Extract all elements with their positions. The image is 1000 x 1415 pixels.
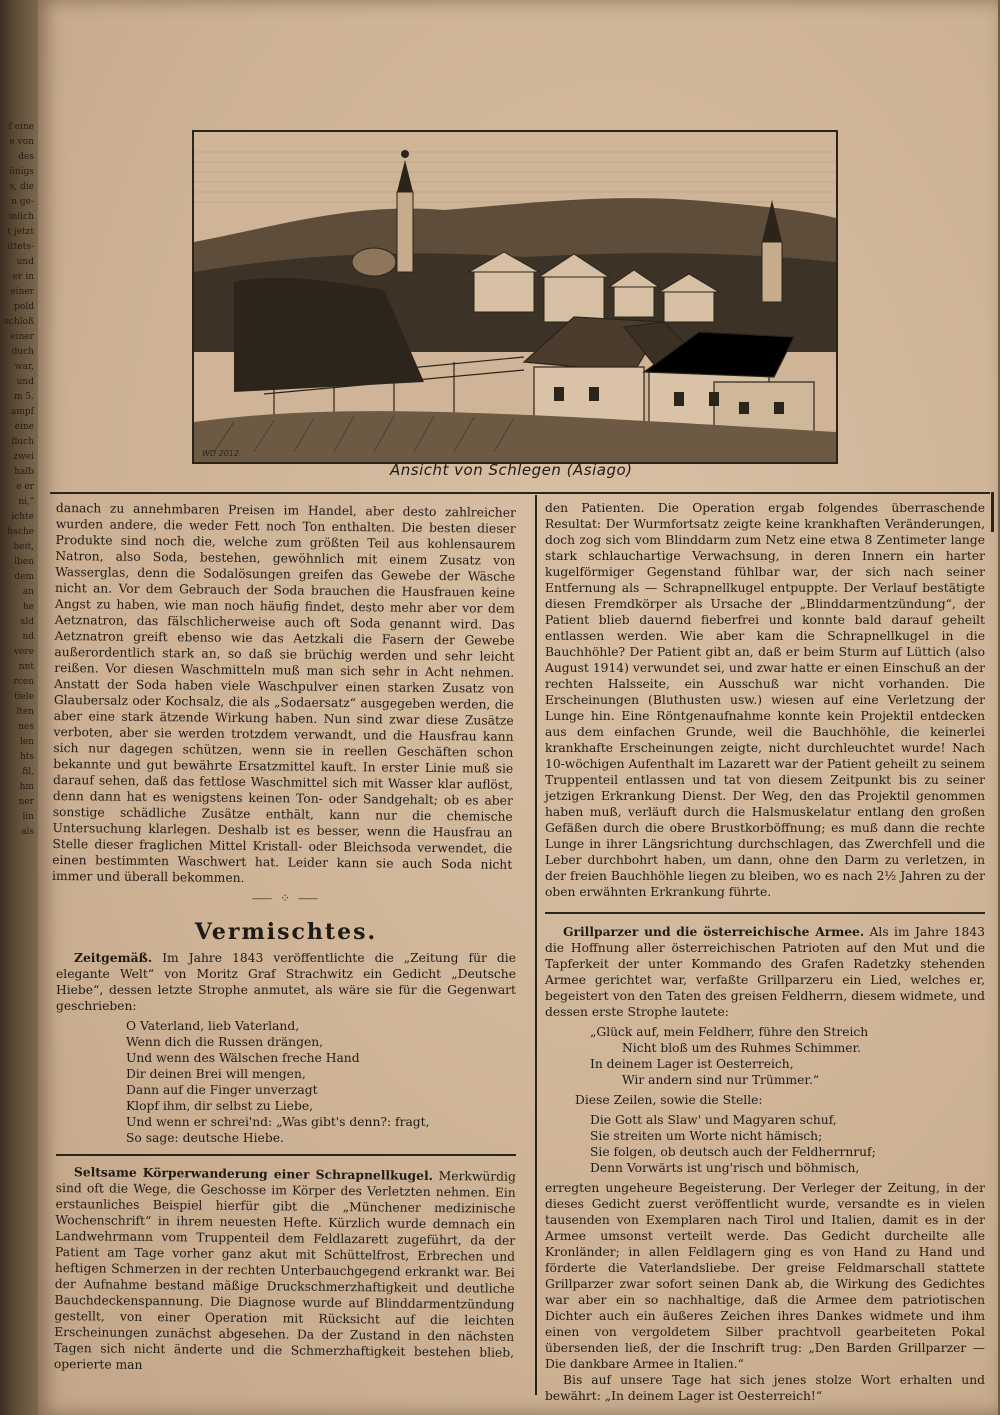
poem-line: Nicht bloß um des Ruhmes Schimmer. bbox=[622, 1041, 861, 1055]
section-title: Vermischtes. bbox=[194, 919, 378, 945]
poem-line: Und wenn er schrei'nd: „Was gibt's denn?: fragt, bbox=[126, 1115, 430, 1129]
poem-line: Sie streiten um Worte nicht hämisch; bbox=[590, 1129, 823, 1143]
poem-line: Wenn dich die Russen drängen, bbox=[126, 1035, 324, 1049]
poem-line: „Glück auf, mein Feldherr, führe den Streich bbox=[590, 1025, 869, 1039]
soda-article-text: danach zu annehmbaren Preisen im Handel, aber desto zahlreicher wurden andere, die weder Fett noch Ton enthalten. Die besten dieser Produkte sind noch die, welche zum größten Teil aus kohlensaurem Natron, also Soda, bestehen, gewöhnlich mit einem Zusatz von Wasserglas, denn die Sodalösungen greifen das Gewebe der Wäsche nicht an. Vor dem Gebrauch der Soda brauchen die Hausfrauen keine Angst zu haben, wie man noch häufig findet, desto mehr aber vor dem Aetznatron, das fälschlicherweise auch oft Soda genannt wird. Das Aetznatron greift ebenso wie das Aetzkali die Fasern der Gewebe außerordentlich stark an, so daß sie brüchig werden und sehr leicht reißen. Vor diesen Waschmitteln muß man sich sehr in Acht nehmen. Anstatt der Soda haben viele Waschpulver einen starken Zusatz von Glaubersalz oder Kochsalz, die als „Sodaersatz“ ausgegeben werden, die aber eine stark ätzende Wirkung haben. Nun sind zwar diese Zusätze verboten, aber sie werden trotzdem verwandt, und die Hausfrau kann sich nur dagegen schützen, wenn sie in reellen Geschäften schon bekannte und gut bewährte Ersatzmittel kauft. In erster Linie muß sie darauf sehen, daß das fettlose Waschmittel sich mit Wasser klar auflöst, denn dann hat es wenigstens keinen Ton- oder Sandgehalt; ob es aber sonstige schädliche Zusätze enthält, kann nur die chemische Untersuchung klarlegen. Deshalb ist es besser, wenn die Hausfrau an Stelle dieser fraglichen Mittel Kristall- oder Bleichsoda verwendet, die einen bestimmten Waschwert hat. Leider kann sie auch Soda nicht immer und überall bekommen. bbox=[51, 500, 516, 885]
schrapnell-title: Seltsame Körperwanderung einer Schrapnellkugel. bbox=[73, 1164, 434, 1183]
poem-line: In deinem Lager ist Oesterreich, bbox=[590, 1057, 794, 1071]
illustration-caption: Ansicht von Schlegen (Asiago) bbox=[390, 461, 633, 479]
book-binding bbox=[0, 0, 38, 1415]
zeitgemaess-text: Im Jahre 1843 veröffentlichte die „Zeitung für die elegante Welt“ von Moritz Graf Strachwitz ein Gedicht „Deutsche Hiebe“, dessen letzte Strophe anmutet, als wäre sie für die Gegenwart geschrieben: bbox=[56, 951, 516, 1013]
poem-line: Dann auf die Finger unverzagt bbox=[126, 1083, 318, 1097]
poem-line: Dir deinen Brei will mengen, bbox=[126, 1067, 306, 1081]
poem-line: Sie folgen, ob deutsch auch der Feldherrnruf; bbox=[590, 1145, 876, 1159]
right-column bbox=[545, 500, 985, 1404]
grillparzer-text-2: erregten ungeheure Begeisterung. Der Verleger der Zeitung, in der dieses Gedicht zuerst veröffentlicht wurde, versandte es in vielen tausenden von Exemplaren nach Tirol und Italien, damit es in der Armee umsonst verteilt werde. Das Gedicht durcheilte alle Kronländer; in allen Feldlagern ging es von Hand zu Hand und förderte die Vaterlandsliebe. Der greise Feldmarschall stattete Grillparzer zwar sofort seinen Dank ab, die Wirkung des Gedichtes war aber ein so nachhaltige, daß die Armee dem patriotischen Dichter auch ein äußeres Zeichen ihres Dankes widmete und ihm einen von vergoldetem Silber prachtvoll gearbeiteten Pokal übersenden ließ, der die Inschrift trug: „Den Barden Grillparzer — Die dankbare Armee in Italien.“ bbox=[545, 1181, 985, 1371]
margin-mark bbox=[991, 492, 994, 532]
left-column bbox=[51, 500, 516, 1372]
schrapnell-text: Merkwürdig sind oft die Wege, die Geschosse im Körper des Verletzten nehmen. Ein erstaunliches Beispiel hierfür gibt die „Münchener medizinische Wochenschrift“ in ihrem neuesten Hefte. Kürzlich wurde demnach ein Landwehrmann vom Truppenteil dem Feldlazarett zugeführt, da der Patient am Tage vorher ganz akut mit Schüttelfrost, Erbrechen und heftigen Schmerzen in der rechten Unterbauchgegend erkrankt war. Bei der Aufnahme bestand mäßige Druckschmerzhaftigkeit und deutliche Bauchdeckenspannung. Die Diagnose wurde auf Blinddarmentzündung gestellt, von einer Operation mit Rücksicht auf die leichten Erscheinungen zunächst abgesehen. Da der Zustand in den nächsten Tagen sich nicht änderte und die Schmerzhaftigkeit bestehen blieb, operierte man bbox=[53, 1169, 516, 1372]
poem-line: Wir andern sind nur Trümmer.“ bbox=[622, 1073, 820, 1087]
illustration-asiago bbox=[192, 130, 838, 464]
strachwitz-poem bbox=[126, 1018, 516, 1146]
section-ornament: ⸺ ⁘ ⸺ bbox=[251, 891, 321, 905]
engraver-signature: WD 2012. bbox=[202, 449, 242, 458]
poem-line: O Vaterland, lieb Vaterland, bbox=[126, 1019, 300, 1033]
schrapnell-paragraph bbox=[54, 1164, 516, 1377]
article-separator bbox=[545, 912, 985, 914]
article-separator bbox=[56, 1154, 516, 1156]
grillparzer-poem-1 bbox=[590, 1024, 985, 1088]
horizontal-rule bbox=[50, 492, 990, 494]
adjacent-page-fragments: f eine e von des önigs s, die n ge- inlich t jetzt ittets- und er in einer pold schloß einer duch war, und m 5. ampf eine fluch zwei halb e er ni," ichte hsche beit, lben dem an he ald nd vere nnt rcen tiele lten nes len hts fil, hm ner lin als bbox=[4, 122, 34, 837]
poem-line: Und wenn des Wälschen freche Hand bbox=[126, 1051, 360, 1065]
poem-line: So sage: deutsche Hiebe. bbox=[126, 1131, 284, 1145]
poem-intro: Diese Zeilen, sowie die Stelle: bbox=[575, 1093, 763, 1107]
zeitgemaess-paragraph bbox=[56, 950, 516, 1014]
poem-line: Die Gott als Slaw' und Magyaren schuf, bbox=[590, 1113, 837, 1127]
grillparzer-paragraph bbox=[545, 924, 985, 1020]
landscape-engraving bbox=[194, 132, 836, 462]
grillparzer-title: Grillparzer und die österreichische Armee. bbox=[563, 924, 865, 939]
poem-line: Denn Vorwärts ist ung'risch und böhmisch, bbox=[590, 1161, 860, 1175]
grillparzer-text: Als im Jahre 1843 die Hoffnung aller österreichischen Patrioten auf den Mut und die Tapferkeit der unter Kommando des Grafen Radetzky stehenden Armee gerichtet war, verfaßte Grillparzeru ein Lied, welches er, begeistert von den Taten des greisen Feldherrn, diesem widmete, und dessen erste Strophe lautete: bbox=[545, 925, 985, 1019]
grillparzer-text-3: Bis auf unsere Tage hat sich jenes stolze Wort erhalten und bewährt: „In deinem Lager ist Oesterreich!“ bbox=[545, 1373, 985, 1403]
newspaper-page bbox=[38, 0, 998, 1415]
zeitgemaess-title: Zeitgemäß. bbox=[74, 950, 153, 965]
schrapnell-continued: den Patienten. Die Operation ergab folgendes überraschende Resultat: Der Wurmfortsatz zeigte keine krankhaften Veränderungen, doch zog sich vom Blinddarm zum Netz eine etwa 8 Zentimeter lange stark schlauchartige Verwachsung, in deren Innern ein harter kugelförmiger Gegenstand fühlbar war, der sich nach seiner Entfernung als — Schrapnellkugel entpuppte. Der Verlauf bestätigte diesen Fremdkörper als Ursache der „Blinddarmentzündung“, der Patient blieb dauernd fieberfrei und konnte bald darauf geheilt entlassen werden. Wie aber kam die Schrapnellkugel in die Bauchhöhle? Der Patient gibt an, daß er beim Sturm auf Lüttich (also August 1914) verwundet sei, und zwar hatte er einen Einschuß an der rechten Halsseite, ein Ausschuß war nicht vorhanden. Die Erscheinungen (Bluthusten usw.) wiesen auf eine Verletzung der Lunge hin. Eine Röntgenaufnahme konnte kein Projektil entdecken aus dem einfachen Grunde, weil die Bauchhöhle, die keinerlei krankhafte Erscheinungen zeigte, nicht durchleuchtet wurde! Nach 10-wöchigen Aufenthalt im Lazarett war der Patient geheilt zu seinem Truppenteil entlassen und tat von diesem Zeitpunkt bis zu seiner jetzigen Erkrankung Dienst. Der Weg, den das Projektil genommen haben muß, verläuft durch die Halsmuskelatur entlang den großen Gefäßen durch die obere Brustkorböffnung; es muß dann die rechte Lunge in ihrer Längsrichtung durchschlagen, das Zwerchfell und die Leber durchbohrt haben, um dann, ohne den Darm zu verletzen, in der freien Bauchhöhle liegen zu bleiben, wo es nach 2½ Jahren zu der oben erwähnten Erkrankung führte. bbox=[545, 501, 985, 899]
grillparzer-poem-2 bbox=[590, 1112, 985, 1176]
column-divider bbox=[535, 495, 537, 1395]
poem-line: Klopf ihm, dir selbst zu Liebe, bbox=[126, 1099, 314, 1113]
